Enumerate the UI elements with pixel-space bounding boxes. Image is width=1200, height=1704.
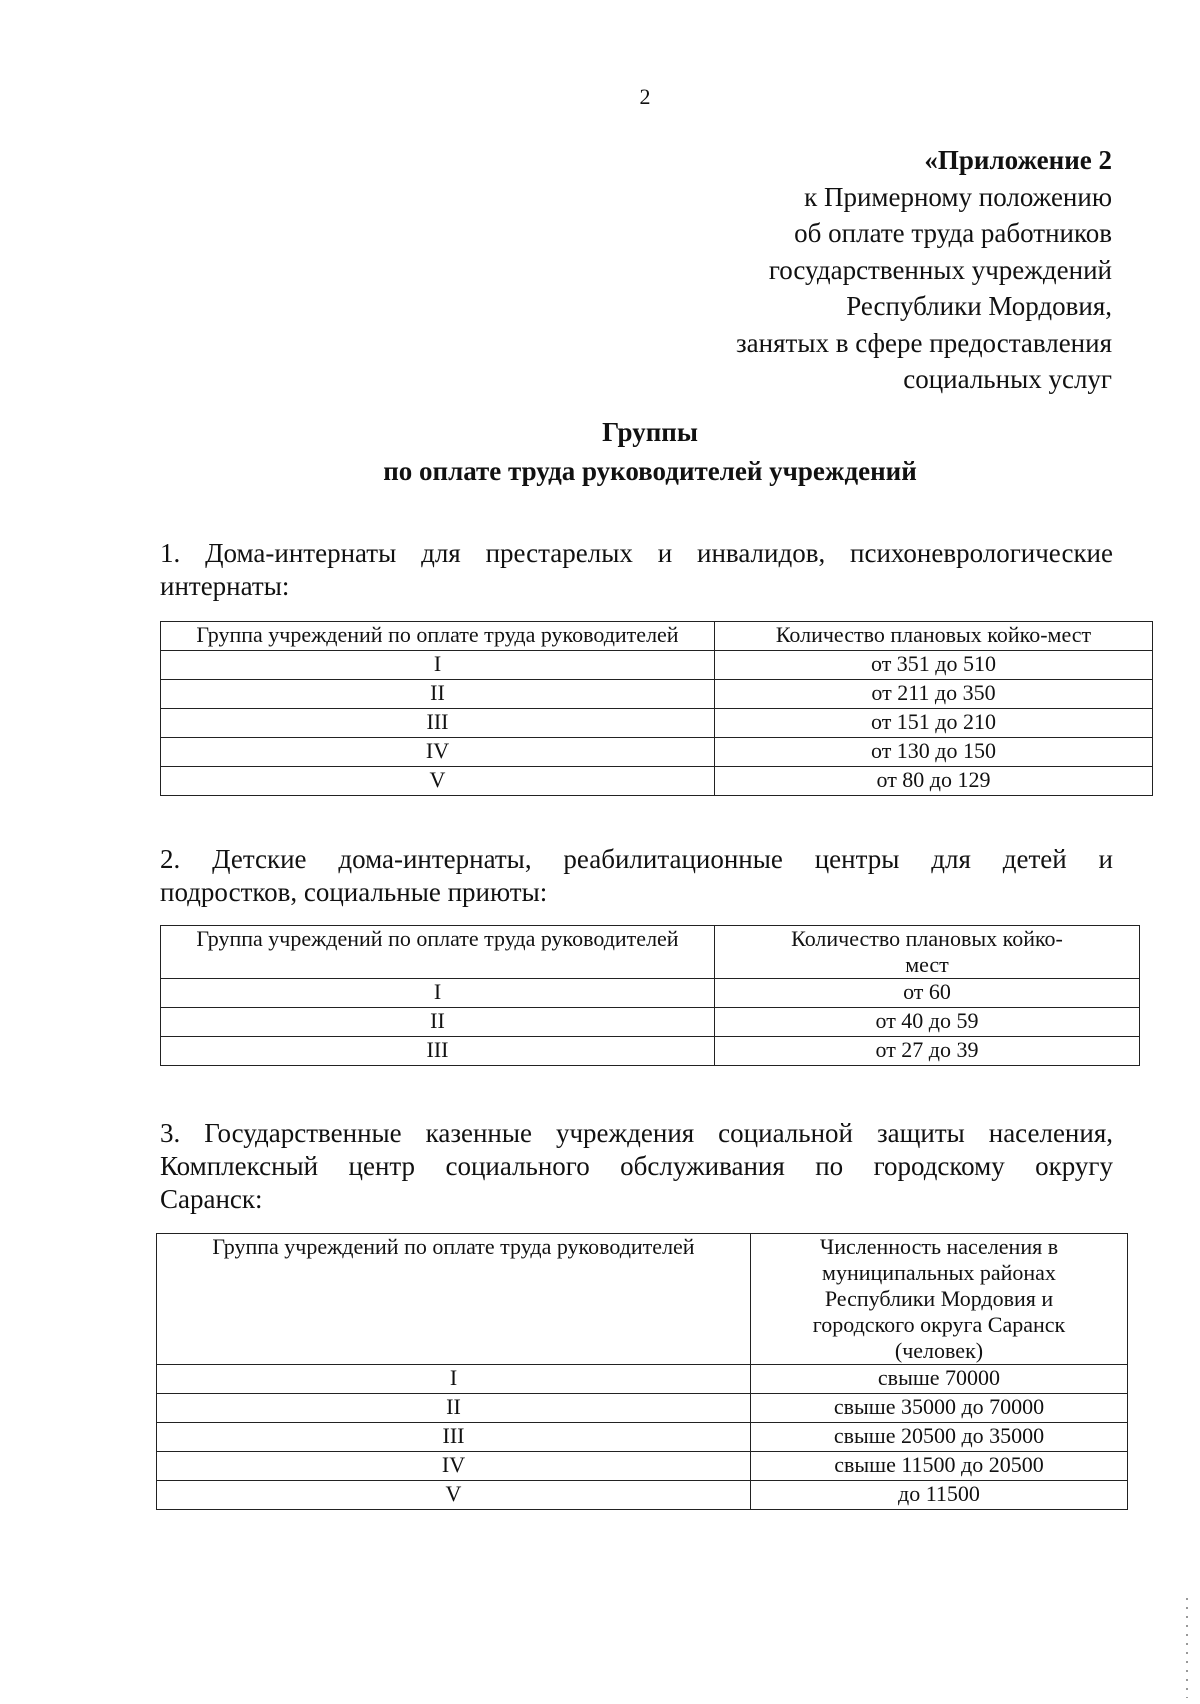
group-cell: II bbox=[157, 1394, 751, 1423]
table-row bbox=[161, 738, 1153, 767]
table-row bbox=[161, 651, 1153, 680]
value-cell: от 211 до 350 bbox=[715, 680, 1153, 709]
group-cell: IV bbox=[161, 738, 715, 767]
group-cell: III bbox=[161, 709, 715, 738]
column-header-line: муниципальных районах bbox=[822, 1260, 1056, 1285]
column-header: Группа учреждений по оплате труда руководителей bbox=[157, 1234, 751, 1365]
table-row bbox=[161, 767, 1153, 796]
column-header: Количество плановых койко-мест bbox=[715, 622, 1153, 651]
column-header-line: Количество плановых койко- bbox=[791, 926, 1063, 951]
appendix-line: к Примерному положению bbox=[804, 181, 1112, 212]
page-number: 2 bbox=[639, 84, 651, 109]
value-cell: свыше 11500 до 20500 bbox=[751, 1452, 1128, 1481]
group-cell: III bbox=[161, 1037, 715, 1066]
group-cell: II bbox=[161, 1008, 715, 1037]
appendix-line: Республики Мордовия, bbox=[846, 291, 1112, 321]
section-2-table bbox=[160, 925, 1140, 1066]
table-row bbox=[157, 1423, 1128, 1452]
table-row bbox=[161, 1008, 1140, 1037]
table-row bbox=[161, 979, 1140, 1008]
table-header-row bbox=[161, 622, 1153, 651]
group-cell: III bbox=[157, 1423, 751, 1452]
table-header-row bbox=[157, 1234, 1128, 1365]
group-cell: V bbox=[157, 1481, 751, 1510]
group-cell: I bbox=[161, 979, 715, 1008]
column-header: Группа учреждений по оплате труда руководителей bbox=[161, 622, 715, 651]
value-cell: от 351 до 510 bbox=[715, 651, 1153, 680]
scan-edge-artifact bbox=[1186, 1598, 1188, 1698]
value-cell: от 40 до 59 bbox=[715, 1008, 1140, 1037]
value-cell: свыше 70000 bbox=[751, 1365, 1128, 1394]
table-row bbox=[157, 1452, 1128, 1481]
appendix-line: занятых в сфере предоставления bbox=[736, 327, 1112, 358]
section-title-line: 1. Дома-интернаты для престарелых и инвалидов, психоневрологические bbox=[160, 538, 1113, 568]
section-1-table bbox=[160, 621, 1153, 796]
appendix-line: социальных услуг bbox=[903, 364, 1112, 394]
value-cell: от 60 bbox=[715, 979, 1140, 1008]
column-header bbox=[751, 1234, 1128, 1365]
table-row bbox=[161, 1037, 1140, 1066]
value-cell: до 11500 bbox=[751, 1481, 1128, 1510]
column-header-line: Численность населения в bbox=[819, 1234, 1059, 1259]
title-line: Группы bbox=[602, 417, 698, 447]
document-title bbox=[0, 413, 1200, 491]
column-header-line: городского округа Саранск bbox=[812, 1312, 1066, 1337]
title-line: по оплате труда руководителей учреждений bbox=[383, 456, 917, 486]
appendix-line: государственных учреждений bbox=[768, 254, 1112, 285]
group-cell: I bbox=[161, 651, 715, 680]
table-row bbox=[157, 1365, 1128, 1394]
section-title-line: интернаты: bbox=[160, 571, 290, 601]
appendix-line: «Приложение 2 bbox=[924, 145, 1112, 175]
table-header-row bbox=[161, 926, 1140, 979]
value-cell: от 27 до 39 bbox=[715, 1037, 1140, 1066]
value-cell: свыше 35000 до 70000 bbox=[751, 1394, 1128, 1423]
table-row bbox=[161, 680, 1153, 709]
column-header bbox=[715, 926, 1140, 979]
section-2-title bbox=[160, 843, 1113, 909]
value-cell: от 130 до 150 bbox=[715, 738, 1153, 767]
table-row bbox=[157, 1394, 1128, 1423]
group-cell: V bbox=[161, 767, 715, 796]
column-header-line: Республики Мордовия и bbox=[824, 1286, 1054, 1311]
group-cell: I bbox=[157, 1365, 751, 1394]
table-row bbox=[161, 709, 1153, 738]
section-3-title bbox=[160, 1117, 1113, 1216]
value-cell: от 151 до 210 bbox=[715, 709, 1153, 738]
column-header: Группа учреждений по оплате труда руководителей bbox=[161, 926, 715, 979]
group-cell: II bbox=[161, 680, 715, 709]
section-title-line: подростков, социальные приюты: bbox=[160, 877, 548, 907]
section-title-line: Саранск: bbox=[160, 1184, 263, 1214]
section-title-line: Комплексный центр социального обслуживания по городскому округу bbox=[160, 1151, 1113, 1181]
section-3-table bbox=[156, 1233, 1128, 1510]
value-cell: свыше 20500 до 35000 bbox=[751, 1423, 1128, 1452]
appendix-header bbox=[736, 142, 1112, 398]
group-cell: IV bbox=[157, 1452, 751, 1481]
section-title-line: 2. Детские дома-интернаты, реабилитационные центры для детей и bbox=[160, 844, 1113, 874]
section-1-title bbox=[160, 537, 1113, 603]
column-header-line: мест bbox=[905, 952, 949, 977]
column-header-line: (человек) bbox=[894, 1338, 984, 1363]
value-cell: от 80 до 129 bbox=[715, 767, 1153, 796]
table-row bbox=[157, 1481, 1128, 1510]
section-title-line: 3. Государственные казенные учреждения социальной защиты населения, bbox=[160, 1118, 1113, 1148]
appendix-line: об оплате труда работников bbox=[794, 218, 1112, 248]
